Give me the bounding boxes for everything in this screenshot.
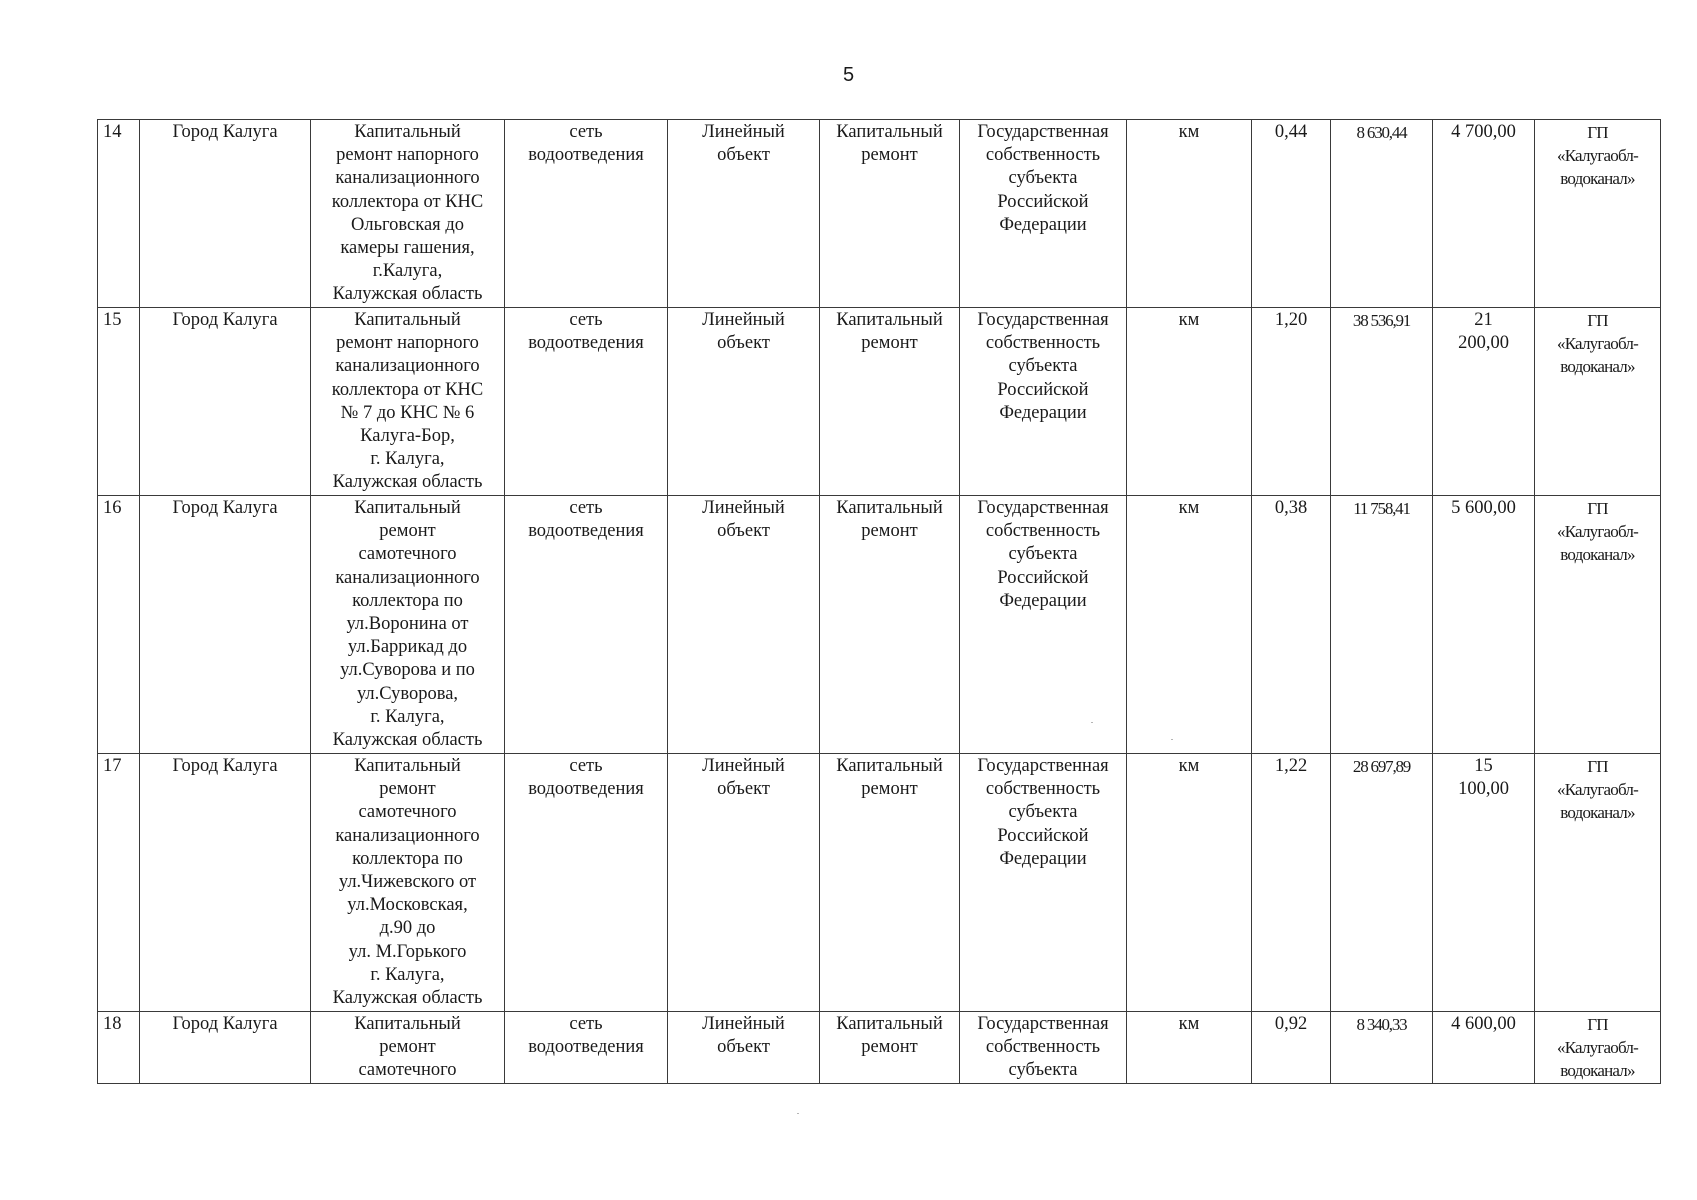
object-name-line: канализационного xyxy=(335,567,480,588)
cost-year-line: 21 xyxy=(1474,310,1493,330)
cost-year-line: 15 xyxy=(1474,756,1493,776)
object-name-line: канализационного xyxy=(335,168,480,189)
network-type-cell xyxy=(505,1012,668,1084)
length-cell: 1,22 xyxy=(1252,754,1331,1012)
work-type-line: ремонт xyxy=(861,1037,918,1058)
object-name-line: самотечного xyxy=(358,802,457,823)
object-name-cell xyxy=(311,1012,505,1084)
object-name-line: г. Калуга, xyxy=(370,706,445,727)
municipality-cell: Город Калуга xyxy=(140,1012,311,1084)
object-name-line: ремонт xyxy=(379,779,436,800)
work-type-line: Капитальный xyxy=(836,498,943,518)
ownership-line: Государственная xyxy=(977,756,1109,776)
municipality-cell: Город Калуга xyxy=(140,308,311,496)
cost-year-line: 4 700,00 xyxy=(1451,122,1516,142)
ownership-line: субъекта xyxy=(1008,356,1078,377)
table-row xyxy=(98,754,1661,1012)
ownership-line: Государственная xyxy=(977,498,1109,518)
network-type-cell xyxy=(505,120,668,308)
cost-year-cell xyxy=(1433,754,1535,1012)
object-type-line: Линейный xyxy=(702,122,785,142)
ownership-line: Федерации xyxy=(999,590,1087,611)
ownership-line: Федерации xyxy=(999,848,1087,869)
length-cell: 0,38 xyxy=(1252,496,1331,754)
network-type-line: сеть xyxy=(569,310,603,330)
unit-cell: км xyxy=(1127,120,1252,308)
cost-year-cell xyxy=(1433,1012,1535,1084)
unit-cell: км xyxy=(1127,1012,1252,1084)
cost-year-line: 4 600,00 xyxy=(1451,1014,1516,1034)
object-name-line: ул.Воронина от xyxy=(346,614,469,635)
object-name-line: ремонт xyxy=(379,1037,436,1058)
ownership-line: Российской xyxy=(997,567,1089,588)
organization-line: ГП xyxy=(1587,123,1608,142)
row-number: 14 xyxy=(98,120,140,308)
object-name-line: коллектора по xyxy=(352,848,463,869)
organization-cell xyxy=(1535,1012,1661,1084)
object-name-line: ул.Чижевского от xyxy=(338,872,477,893)
organization-line: водоканал» xyxy=(1560,357,1635,377)
object-name-line: ул. М.Горького xyxy=(348,941,467,962)
work-type-line: Капитальный xyxy=(836,122,943,142)
organization-line: водоканал» xyxy=(1560,1061,1635,1081)
object-type-cell xyxy=(668,496,820,754)
object-type-line: объект xyxy=(717,521,770,542)
network-type-line: сеть xyxy=(569,122,603,142)
ownership-line: Государственная xyxy=(977,122,1109,142)
network-type-line: сеть xyxy=(569,498,603,518)
work-type-cell xyxy=(820,754,960,1012)
unit-cell: км xyxy=(1127,754,1252,1012)
object-name-line: камеры гашения, xyxy=(340,238,475,259)
organization-line: водоканал» xyxy=(1560,545,1635,565)
organization-line: «Калугаобл- xyxy=(1557,522,1638,542)
cost-total-cell: 28 697,89 xyxy=(1331,754,1433,1012)
object-name-cell xyxy=(311,308,505,496)
object-name-line: ремонт xyxy=(379,521,436,542)
organization-cell xyxy=(1535,308,1661,496)
object-type-line: Линейный xyxy=(702,1014,785,1034)
cost-total-cell: 38 536,91 xyxy=(1331,308,1433,496)
object-type-cell xyxy=(668,120,820,308)
object-name-line: ул.Суворова и по xyxy=(340,660,475,681)
scan-dot xyxy=(1091,722,1093,723)
object-type-line: Линейный xyxy=(702,310,785,330)
object-name-line: Калуга-Бор, xyxy=(360,426,455,447)
cost-total-cell: 11 758,41 xyxy=(1331,496,1433,754)
object-name-line: Капитальный xyxy=(354,310,461,330)
organization-cell xyxy=(1535,120,1661,308)
object-name-line: Капитальный xyxy=(354,1014,461,1034)
object-name-line: ремонт напорного xyxy=(336,145,479,166)
object-name-cell xyxy=(311,496,505,754)
object-name-line: ул.Суворова, xyxy=(356,683,459,704)
work-type-line: ремонт xyxy=(861,333,918,354)
object-name-line: коллектора по xyxy=(352,590,463,611)
object-type-line: Линейный xyxy=(702,498,785,518)
ownership-line: субъекта xyxy=(1008,1060,1078,1081)
table-row xyxy=(98,496,1661,754)
work-type-line: ремонт xyxy=(861,145,918,166)
object-name-line: Ольговская до xyxy=(351,214,464,235)
ownership-line: Российской xyxy=(997,191,1089,212)
network-type-cell xyxy=(505,496,668,754)
unit-cell: км xyxy=(1127,308,1252,496)
table-row xyxy=(98,308,1661,496)
ownership-line: субъекта xyxy=(1008,168,1078,189)
work-type-line: ремонт xyxy=(861,521,918,542)
organization-cell xyxy=(1535,496,1661,754)
organization-cell xyxy=(1535,754,1661,1012)
cost-year-line: 200,00 xyxy=(1458,333,1509,354)
network-type-cell xyxy=(505,308,668,496)
object-name-line: ул.Московская, xyxy=(347,895,468,916)
ownership-line: собственность xyxy=(985,521,1101,542)
cost-total-cell: 8 630,44 xyxy=(1331,120,1433,308)
object-type-cell xyxy=(668,308,820,496)
table-row xyxy=(98,1012,1661,1084)
network-type-line: сеть xyxy=(569,756,603,776)
municipality-cell: Город Калуга xyxy=(140,496,311,754)
ownership-line: собственность xyxy=(985,333,1101,354)
ownership-line: собственность xyxy=(985,779,1101,800)
network-type-line: сеть xyxy=(569,1014,603,1034)
work-type-line: Капитальный xyxy=(836,310,943,330)
organization-line: ГП xyxy=(1587,499,1608,518)
organization-line: «Калугаобл- xyxy=(1557,146,1638,166)
ownership-line: собственность xyxy=(985,145,1101,166)
object-name-line: Капитальный xyxy=(354,498,461,518)
object-name-line: канализационного xyxy=(335,356,480,377)
row-number: 16 xyxy=(98,496,140,754)
row-number: 17 xyxy=(98,754,140,1012)
object-name-line: г. Калуга, xyxy=(370,964,445,985)
ownership-line: Государственная xyxy=(977,1014,1109,1034)
ownership-line: Российской xyxy=(997,379,1089,400)
length-cell: 1,20 xyxy=(1252,308,1331,496)
ownership-line: субъекта xyxy=(1008,544,1078,565)
work-type-line: ремонт xyxy=(861,779,918,800)
scan-dot xyxy=(1171,739,1173,740)
object-name-line: коллектора от КНС xyxy=(331,379,484,400)
ownership-cell xyxy=(960,754,1127,1012)
capital-repair-table xyxy=(97,119,1661,1084)
object-name-cell xyxy=(311,120,505,308)
table-row xyxy=(98,120,1661,308)
object-name-line: Калужская область xyxy=(332,284,483,305)
object-type-line: объект xyxy=(717,145,770,166)
object-name-line: канализационного xyxy=(335,825,480,846)
object-type-line: объект xyxy=(717,333,770,354)
cost-year-cell xyxy=(1433,496,1535,754)
organization-line: ГП xyxy=(1587,311,1608,330)
network-type-line: водоотведения xyxy=(528,333,644,354)
object-name-line: коллектора от КНС xyxy=(331,191,484,212)
object-name-line: д.90 до xyxy=(379,918,436,939)
work-type-line: Капитальный xyxy=(836,756,943,776)
length-cell: 0,92 xyxy=(1252,1012,1331,1084)
network-type-line: водоотведения xyxy=(528,1037,644,1058)
object-type-cell xyxy=(668,1012,820,1084)
organization-line: ГП xyxy=(1587,757,1608,776)
object-name-line: г. Калуга, xyxy=(370,449,445,470)
object-type-line: Линейный xyxy=(702,756,785,776)
organization-line: «Калугаобл- xyxy=(1557,1038,1638,1058)
network-type-line: водоотведения xyxy=(528,145,644,166)
organization-line: водоканал» xyxy=(1560,169,1635,189)
scan-dot xyxy=(797,1113,799,1114)
organization-line: водоканал» xyxy=(1560,803,1635,823)
cost-year-cell xyxy=(1433,308,1535,496)
municipality-cell: Город Калуга xyxy=(140,120,311,308)
object-name-line: № 7 до КНС № 6 xyxy=(340,402,475,423)
cost-total-cell: 8 340,33 xyxy=(1331,1012,1433,1084)
ownership-line: Федерации xyxy=(999,402,1087,423)
ownership-cell xyxy=(960,1012,1127,1084)
object-name-line: ул.Баррикад до xyxy=(347,637,468,658)
object-name-line: Калужская область xyxy=(332,988,483,1009)
object-type-line: объект xyxy=(717,1037,770,1058)
organization-line: «Калугаобл- xyxy=(1557,780,1638,800)
work-type-cell xyxy=(820,1012,960,1084)
network-type-line: водоотведения xyxy=(528,779,644,800)
object-type-cell xyxy=(668,754,820,1012)
ownership-line: Федерации xyxy=(999,214,1087,235)
work-type-cell xyxy=(820,308,960,496)
page-number: 5 xyxy=(842,64,855,86)
object-type-line: объект xyxy=(717,779,770,800)
network-type-line: водоотведения xyxy=(528,521,644,542)
object-name-line: Капитальный xyxy=(354,122,461,142)
ownership-cell xyxy=(960,496,1127,754)
ownership-line: Российской xyxy=(997,825,1089,846)
cost-year-line: 100,00 xyxy=(1458,779,1509,800)
object-name-line: Калужская область xyxy=(332,472,483,493)
organization-line: «Калугаобл- xyxy=(1557,334,1638,354)
object-name-line: ремонт напорного xyxy=(336,333,479,354)
object-name-line: Капитальный xyxy=(354,756,461,776)
cost-year-cell xyxy=(1433,120,1535,308)
object-name-line: самотечного xyxy=(358,544,457,565)
network-type-cell xyxy=(505,754,668,1012)
ownership-line: Государственная xyxy=(977,310,1109,330)
organization-line: ГП xyxy=(1587,1015,1608,1034)
object-name-line: Калужская область xyxy=(332,730,483,751)
municipality-cell: Город Калуга xyxy=(140,754,311,1012)
object-name-line: самотечного xyxy=(358,1060,457,1081)
ownership-line: собственность xyxy=(985,1037,1101,1058)
object-name-line: г.Калуга, xyxy=(372,261,443,282)
length-cell: 0,44 xyxy=(1252,120,1331,308)
ownership-cell xyxy=(960,308,1127,496)
work-type-line: Капитальный xyxy=(836,1014,943,1034)
row-number: 18 xyxy=(98,1012,140,1084)
ownership-line: субъекта xyxy=(1008,802,1078,823)
unit-cell: км xyxy=(1127,496,1252,754)
work-type-cell xyxy=(820,496,960,754)
cost-year-line: 5 600,00 xyxy=(1451,498,1516,518)
ownership-cell xyxy=(960,120,1127,308)
object-name-cell xyxy=(311,754,505,1012)
work-type-cell xyxy=(820,120,960,308)
row-number: 15 xyxy=(98,308,140,496)
